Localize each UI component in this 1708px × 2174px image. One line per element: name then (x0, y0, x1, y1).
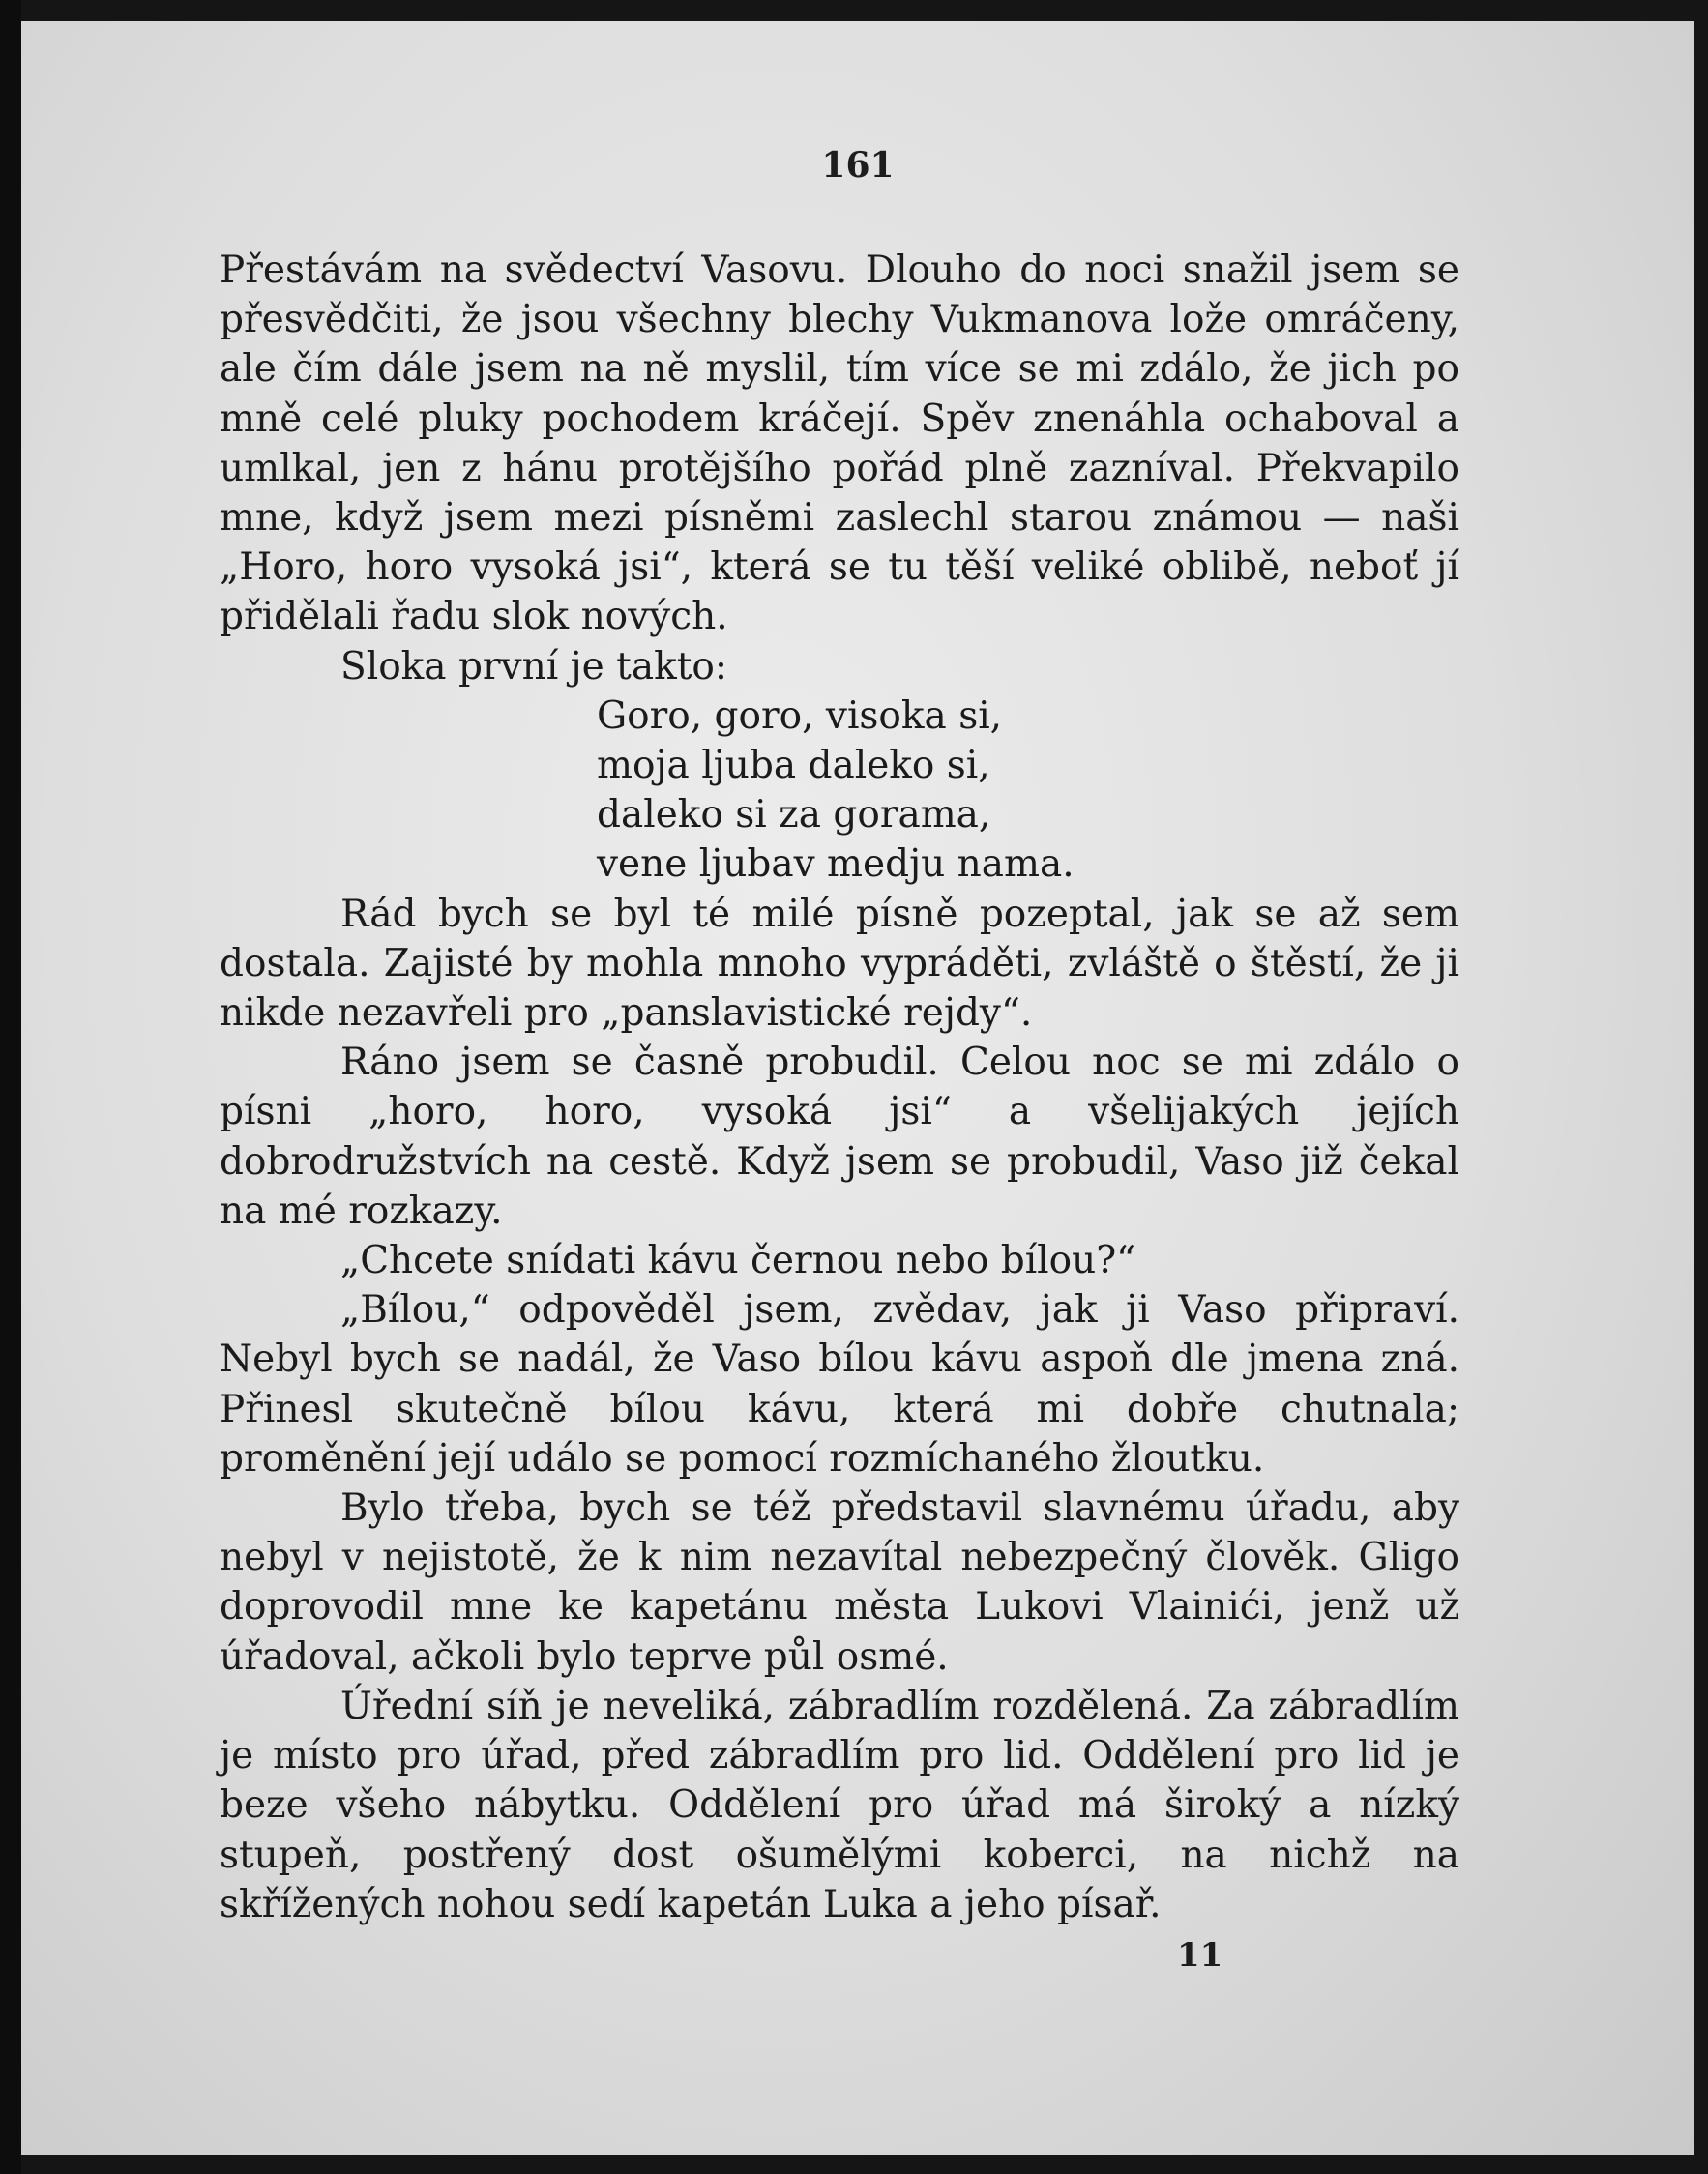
binding-edge (0, 0, 21, 2174)
paragraph: Přestávám na svědectví Vasovu. Dlouho do noci snažil jsem se přesvědčiti, že jsou všechny blechy Vukmanova lože omráčeny, ale čím dále jsem na ně myslil, tím více se mi zdálo, že jich po mně celé pluky pochodem kráčejí. Spěv znenáhla ochaboval a umlkal, jen z hánu protějšího pořád plně zazníval. Překvapilo mne, když jsem mezi písněmi zaslechl starou známou — naši „Horo, horo vysoká jsi“, která se tu těší veliké oblibě, neboť jí přidělali řadu slok nových. (220, 249, 1459, 639)
verse-line: moja ljuba daleko si, (597, 744, 990, 788)
page-number: 161 (821, 145, 895, 186)
verse-line: daleko si za gorama, (597, 793, 991, 837)
paragraph: Úřední síň je neveliká, zábradlím rozdělená. Za zábradlím je místo pro úřad, před zábradlím pro lid. Oddělení pro lid je beze všeho nábytku. Oddělení pro úřad má široký a nízký stupeň, postřený dost ošumělými koberci, na nichž na skřížených nohou sedí kapetán Luka a jeho písař. (220, 1684, 1459, 1926)
paragraph: Sloka první je takto: (340, 644, 727, 689)
signature-mark: 11 (1177, 1936, 1223, 1975)
verse-line: Goro, goro, visoka si, (597, 693, 1003, 738)
paragraph: „Chcete snídati kávu černou nebo bílou?“ (340, 1239, 1136, 1283)
verse-line: vene ljubav medju nama. (597, 842, 1075, 887)
paragraph: Rád bych se byl té milé písně pozeptal, jak se až sem dostala. Zajisté by mohla mnoho vypráděti, zvláště o štěstí, že ji nikde nezavřeli pro „panslavistické rejdy“. (220, 892, 1459, 1036)
paragraph: Bylo třeba, bych se též představil slavnému úřadu, aby nebyl v nejistotě, že k nim nezavítal nebezpečný člověk. Gligo doprovodil mne ke kapetánu města Lukovi Vlainići, jenž už úřadoval, ačkoli bylo teprve půl osmé. (220, 1486, 1459, 1679)
paragraph: „Bílou,“ odpověděl jsem, zvědav, jak ji Vaso připraví. Nebyl bych se nadál, že Vaso bílou kávu aspoň dle jmena zná. Přinesl skutečně bílou kávu, která mi dobře chutnala; proměnění její událo se pomocí rozmíchaného žloutku. (220, 1288, 1459, 1481)
paragraph: Ráno jsem se časně probudil. Celou noc se mi zdálo o písni „horo, horo, vysoká jsi“ a všelijakých jejích dobrodružstvích na cestě. Když jsem se probudil, Vaso již čekal na mé rozkazy. (220, 1041, 1459, 1233)
book-page (21, 21, 1694, 2155)
verse-stanza (220, 691, 1459, 890)
page-body (220, 246, 1459, 1929)
